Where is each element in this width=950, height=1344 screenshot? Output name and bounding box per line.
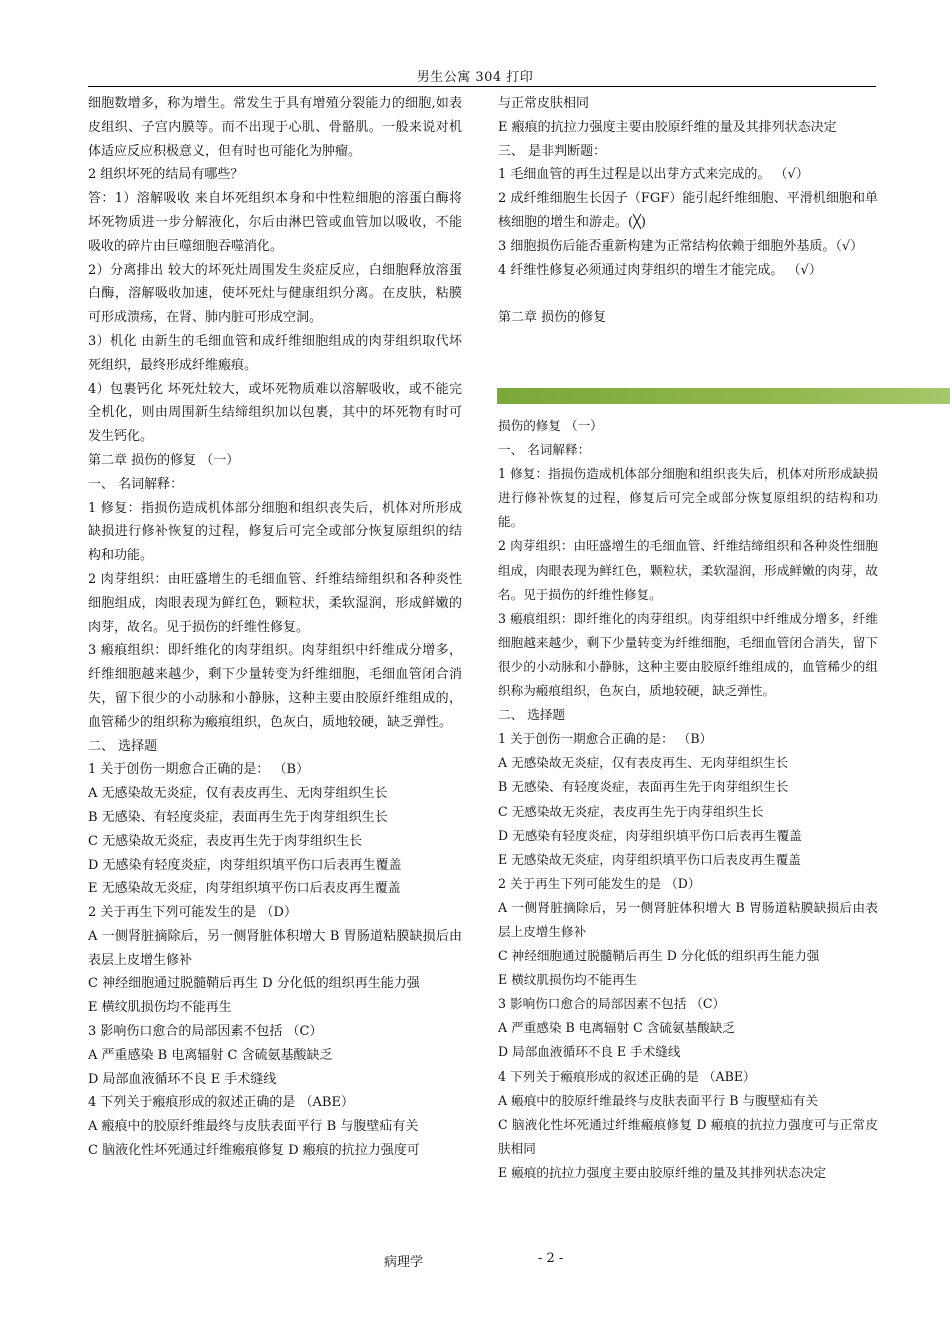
option: C 无感染故无炎症，表皮再生先于肉芽组织生长 — [498, 803, 764, 819]
paragraph: 1 修复：指损伤造成机体部分细胞和组织丧失后，机体对所形成缺损进行修补恢复的过程，修复后可完全或部分恢复原组织的结构和功能。 — [498, 466, 878, 530]
option: A 一侧肾脏摘除后，另一侧肾脏体积增大 B 胃肠道粘膜缺损后由表层上皮增生修补 — [498, 899, 878, 939]
option: E 横纹肌损伤均不能再生 — [88, 1000, 232, 1016]
paragraph: 答：1）溶解吸收 来自坏死组织本身和中性粒细胞的溶蛋白酶将坏死物质进一步分解液化，尔后由淋巴管或血管加以吸收，不能吸收的碎片由巨噬细胞吞噬消化。 — [88, 191, 462, 254]
question: 3 影响伤口愈合的局部因素不包括 （C） — [88, 1024, 323, 1040]
option: B 无感染、有轻度炎症，表面再生先于肉芽组织生长 — [88, 809, 388, 825]
subsection-heading: 三、 是非判断题： — [498, 143, 607, 159]
option: C 神经细胞通过脱髓鞘后再生 D 分化低的组织再生能力强 — [498, 948, 820, 964]
paragraph: 2 组织坏死的结局有哪些？ — [88, 167, 244, 183]
page-number: - 2 - — [538, 1251, 564, 1266]
paragraph: 2）分离排出 较大的坏死灶周围发生炎症反应，白细胞释放溶蛋白酶，溶解吸收加速，使坏死灶与健康组织分离。在皮肤，粘膜可形成溃疡，在肾、肺内脏可形成空洞。 — [88, 262, 462, 326]
right-column-top — [498, 92, 878, 330]
option: A 瘢痕中的胶原纤维最终与皮肤表面平行 B 与腹壁疝有关 — [498, 1092, 819, 1108]
section-divider-bar — [497, 388, 950, 404]
option: D 无感染有轻度炎症，肉芽组织填平伤口后表再生覆盖 — [498, 827, 802, 843]
judgment-item: 3 细胞损伤后能否重新构建为正常结构依赖于细胞外基质。（√） — [498, 238, 864, 254]
subsection-heading: 一、 名词解释： — [88, 476, 184, 492]
page-header: 男生公寓 304 打印 — [416, 70, 534, 85]
option: D 局部血液循环不良 E 手术缝线 — [498, 1044, 681, 1060]
option: E 瘢痕的抗拉力强度主要由胶原纤维的量及其排列状态决定 — [498, 1164, 827, 1180]
paragraph: 1 修复：指损伤造成机体部分细胞和组织丧失后，机体对所形成缺损进行修补恢复的过程，修复后可完全或部分恢复原组织的结构和功能。 — [88, 500, 462, 564]
judgment-item: 1 毛细血管的再生过程是以出芽方式来完成的。 （√） — [498, 167, 809, 183]
question: 4 下列关于瘢痕形成的叙述正确的是 （ABE） — [498, 1068, 756, 1084]
judgment-item: 4 纤维性修复必须通过肉芽组织的增生才能完成。 （√） — [498, 262, 822, 278]
judgment-item: 2 成纤维细胞生长因子（FGF）能引起纤维细胞、平滑机细胞和单核细胞的增生和游走。(╳) — [498, 191, 878, 230]
paragraph: 3）机化 由新生的毛细血管和成纤维细胞组成的肉芽组织取代坏死组织，最终形成纤维瘢痕。 — [88, 333, 462, 373]
option: A 瘢痕中的胶原纤维最终与皮肤表面平行 B 与腹壁疝有关 — [88, 1119, 419, 1135]
question: 3 影响伤口愈合的局部因素不包括 （C） — [498, 996, 726, 1012]
option: A 一侧肾脏摘除后，另一侧肾脏体积增大 B 胃肠道粘膜缺损后由表层上皮增生修补 — [88, 928, 462, 968]
option: E 无感染故无炎症，肉芽组织填平伤口后表皮再生覆盖 — [498, 851, 801, 867]
question: 2 关于再生下列可能发生的是 （D） — [88, 905, 297, 921]
subsection-heading: 二、 选择题 — [88, 738, 158, 754]
question: 4 下列关于瘢痕形成的叙述正确的是 （ABE） — [88, 1095, 354, 1111]
option: A 严重感染 B 电离辐射 C 含硫氨基酸缺乏 — [88, 1047, 333, 1063]
question: 1 关于创伤一期愈合正确的是： （B） — [498, 731, 713, 747]
question: 2 关于再生下列可能发生的是 （D） — [498, 875, 701, 891]
option: E 无感染故无炎症，肉芽组织填平伤口后表皮再生覆盖 — [88, 881, 401, 897]
option: A 无感染故无炎症，仅有表皮再生、无肉芽组织生长 — [88, 786, 388, 802]
subsection-heading: 一、 名词解释： — [498, 442, 591, 458]
option: D 无感染有轻度炎症，肉芽组织填平伤口后表再生覆盖 — [88, 857, 402, 873]
paragraph: 3 瘢痕组织：即纤维化的肉芽组织。肉芽组织中纤维成分增多，纤维细胞越来越少，剩下少量转变为纤维细胞，毛细血管闭合消失，留下很少的小动脉和小静脉，这种主要由胶原纤维组成的，血管稀少的组织称为瘢痕组织，色灰白，质地较硬，缺乏弹性。 — [498, 610, 878, 699]
option: C 神经细胞通过脱髓鞘后再生 D 分化低的组织再生能力强 — [88, 976, 420, 992]
right-column-bottom — [498, 414, 878, 1185]
section-heading: 损伤的修复 （一） — [498, 418, 603, 433]
question: 1 关于创伤一期愈合正确的是： （B） — [88, 762, 310, 778]
paragraph: 与正常皮肤相同 — [498, 96, 590, 111]
paragraph: 细胞数增多，称为增生。常发生于具有增殖分裂能力的细胞,如表皮组织、子宫内膜等。而不出现于心肌、骨骼肌。一般来说对机体适应反应积极意义，但有时也可能化为肿瘤。 — [88, 96, 462, 159]
footer-title: 病理学 — [384, 1255, 424, 1270]
option: E 横纹肌损伤均不能再生 — [498, 972, 638, 988]
paragraph: 3 瘢痕组织：即纤维化的肉芽组织。肉芽组织中纤维成分增多，纤维细胞越来越少，剩下少量转变为纤维细胞，毛细血管闭合消失，留下很少的小动脉和小静脉，这种主要由胶原纤维组成的，血管稀少的组织称为瘢痕组织，色灰白，质地较硬，缺乏弹性。 — [88, 643, 462, 730]
option: C 无感染故无炎症，表皮再生先于肉芽组织生长 — [88, 833, 363, 849]
option: A 严重感染 B 电离辐射 C 含硫氨基酸缺乏 — [498, 1020, 735, 1036]
section-heading: 第二章 损伤的修复 （一） — [88, 452, 240, 468]
header-divider — [88, 86, 876, 87]
paragraph: 2 肉芽组织：由旺盛增生的毛细血管、纤维结缔组织和各种炎性细胞组成，肉眼表现为鲜红色，颗粒状，柔软湿润，形成鲜嫩的肉芽，故名。见于损伤的纤维性修复。 — [88, 571, 462, 635]
section-heading: 第二章 损伤的修复 — [498, 310, 607, 326]
option: B 无感染、有轻度炎症，表面再生先于肉芽组织生长 — [498, 779, 789, 795]
option: C 脑液化性坏死通过纤维瘢痕修复 D 瘢痕的抗拉力强度可与正常皮肤相同 — [498, 1116, 878, 1156]
left-column — [88, 92, 462, 1163]
paragraph: 2 肉芽组织：由旺盛增生的毛细血管、纤维结缔组织和各种炎性细胞组成，肉眼表现为鲜红色，颗粒状，柔软湿润，形成鲜嫩的肉芽，故名。见于损伤的纤维性修复。 — [498, 538, 878, 602]
option: E 瘢痕的抗拉力强度主要由胶原纤维的量及其排列状态决定 — [498, 119, 837, 135]
paragraph: 4）包裹钙化 坏死灶较大，或坏死物质难以溶解吸收，或不能完全机化，则由周围新生结缔组织加以包裹，其中的坏死物有时可发生钙化。 — [88, 381, 462, 445]
option: D 局部血液循环不良 E 手术缝线 — [88, 1071, 277, 1087]
option: A 无感染故无炎症，仅有表皮再生、无肉芽组织生长 — [498, 755, 789, 771]
subsection-heading: 二、 选择题 — [498, 707, 565, 723]
spacer — [498, 282, 878, 306]
option: C 脑液化性坏死通过纤维瘢痕修复 D 瘢痕的抗拉力强度可 — [88, 1143, 420, 1159]
